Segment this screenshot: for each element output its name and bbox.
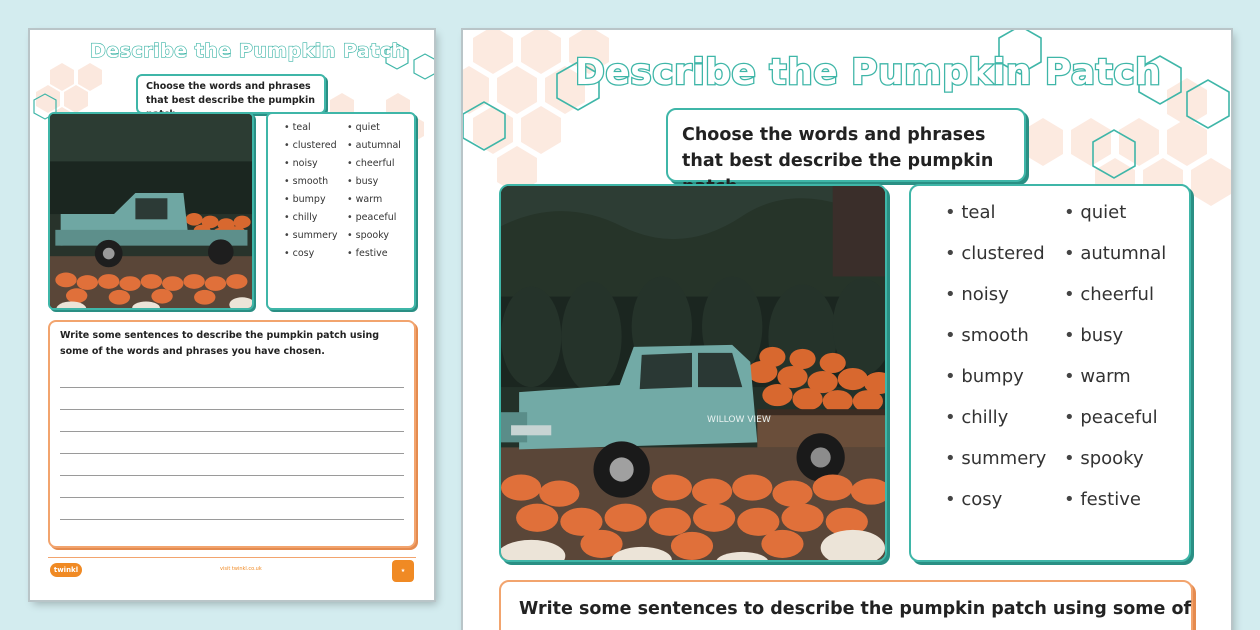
large-word-bank [909, 184, 1191, 562]
large-word: • teal [945, 202, 1056, 223]
large-word: • bumpy [945, 366, 1056, 387]
small-word: • smooth [284, 176, 341, 187]
small-word: • chilly [284, 212, 341, 223]
large-instruction-text: Choose the words and phrases that best describe the pumpkin [682, 125, 994, 171]
small-worksheet-preview [30, 30, 434, 600]
small-word: • peaceful [347, 212, 404, 223]
small-word: • clustered [284, 140, 341, 151]
large-word: • cheerful [1064, 284, 1175, 305]
small-word-bank [266, 112, 416, 310]
writing-line [60, 388, 404, 410]
small-word: • bumpy [284, 194, 341, 205]
small-word: • autumnal [347, 140, 404, 151]
writing-line [60, 476, 404, 498]
small-word: • teal [284, 122, 341, 133]
large-pumpkin-photo [499, 184, 887, 562]
writing-line [60, 498, 404, 520]
small-word: • noisy [284, 158, 341, 169]
writing-line [60, 454, 404, 476]
small-word: • cosy [284, 248, 341, 259]
twinkl-badge-icon: ★ [392, 560, 414, 582]
small-word: • spooky [347, 230, 404, 241]
large-writing-box [499, 580, 1193, 630]
small-word: • summery [284, 230, 341, 241]
large-word: • spooky [1064, 448, 1175, 469]
truck-sign: WILLOW VIEW [707, 415, 771, 426]
large-word: • smooth [945, 325, 1056, 346]
large-word: • noisy [945, 284, 1056, 305]
large-word: • quiet [1064, 202, 1175, 223]
twinkl-logo: twinkl [50, 563, 82, 577]
large-word: • festive [1064, 489, 1175, 510]
writing-line [60, 410, 404, 432]
large-word: • busy [1064, 325, 1175, 346]
writing-line [60, 366, 404, 388]
small-word: • quiet [347, 122, 404, 133]
large-word: • warm [1064, 366, 1175, 387]
small-writing-prompt: Write some sentences to describe the pumpkin patch using some of the words and phrases you have chosen. [60, 330, 380, 357]
small-footer-rule [48, 557, 416, 558]
writing-line [60, 432, 404, 454]
small-writing-lines [60, 366, 404, 520]
large-word-grid [945, 202, 1175, 510]
small-word-grid [284, 122, 404, 259]
small-word: • festive [347, 248, 404, 259]
small-pumpkin-photo [48, 112, 254, 310]
small-title: Describe the Pumpkin Patch [90, 40, 406, 62]
large-instruction-box [666, 108, 1026, 182]
small-instruction-box [136, 74, 326, 114]
large-worksheet-preview [463, 30, 1231, 630]
large-word: • cosy [945, 489, 1056, 510]
small-writing-box [48, 320, 416, 548]
large-writing-prompt: Write some sentences to describe the pumpkin patch using some of [519, 599, 1192, 619]
large-word: • autumnal [1064, 243, 1175, 264]
small-word: • busy [347, 176, 404, 187]
footer-text: visit twinkl.co.uk [220, 566, 262, 572]
small-word: • warm [347, 194, 404, 205]
large-word: • clustered [945, 243, 1056, 264]
large-word: • summery [945, 448, 1056, 469]
large-word: • chilly [945, 407, 1056, 428]
large-word: • peaceful [1064, 407, 1175, 428]
small-word: • cheerful [347, 158, 404, 169]
large-title: Describe the Pumpkin Patch [575, 52, 1162, 93]
small-instruction-text: Choose the words and phrases that best describe the pumpkin [146, 81, 315, 106]
